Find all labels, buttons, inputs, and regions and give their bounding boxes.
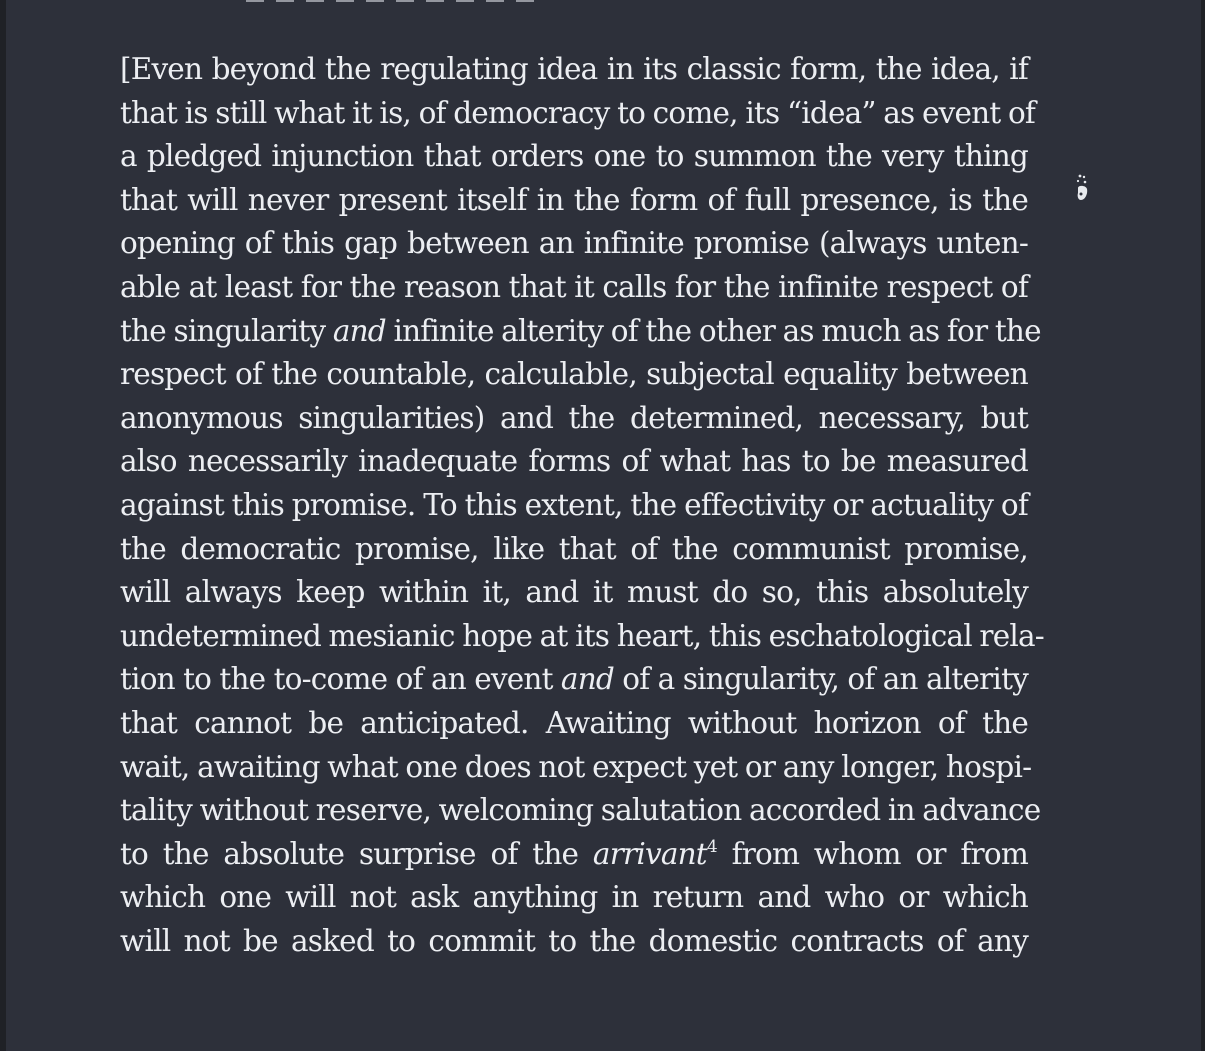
text-line: that is still what it is, of democracy to come, its “idea” as event of — [120, 95, 1036, 130]
italic-word: and — [560, 662, 614, 697]
text-line: that will never present itself in the form of full presence, is the — [120, 182, 1028, 217]
footnote-reference[interactable]: 4 — [706, 836, 717, 857]
margin-annotation-icon — [1072, 172, 1092, 206]
text-line: which one will not ask anything in return and who or which — [120, 880, 1028, 915]
text-line: opening of this gap between an infinite promise (always unten- — [120, 226, 1028, 261]
text-segment: of a singularity, of an alterity — [614, 662, 1028, 697]
text-line: [Even beyond the regulating idea in its classic form, the idea, if — [120, 52, 1028, 86]
text-line: will always keep within it, and it must do so, this absolutely — [120, 575, 1028, 610]
text-segment: tion to the to-come of an event — [120, 662, 561, 697]
text-line: wait, awaiting what one does not expect yet or any longer, hospi- — [120, 749, 1032, 784]
text-segment: infinite alterity of the other as much as for the — [385, 313, 1041, 348]
text-line: also necessarily inadequate forms of what has to be measured — [120, 444, 1028, 479]
text-line: respect of the countable, calculable, subjectal equality between — [120, 357, 1028, 392]
paragraph — [120, 48, 1044, 963]
text-line: anonymous singularities) and the determined, necessary, but — [120, 400, 1028, 435]
text-segment: the singularity — [120, 313, 333, 348]
text-line: undetermined mesianic hope at its heart, this eschatological rela- — [120, 618, 1044, 653]
text-line: that cannot be anticipated. Awaiting without horizon of the — [120, 705, 1028, 740]
text-line: tality without reserve, welcoming salutation accorded in advance — [120, 793, 1041, 828]
text-line — [120, 310, 1041, 354]
cut-off-previous-line — [246, 0, 546, 4]
text-segment: from whom or from — [716, 836, 1028, 871]
text-line: against this promise. To this extent, the effectivity or actuality of — [120, 487, 1028, 522]
text-segment: to the absolute surprise of the — [120, 836, 593, 871]
text-line: able at least for the reason that it calls for the infinite respect of — [120, 269, 1028, 304]
text-line: will not be asked to commit to the domestic contracts of any — [120, 923, 1028, 958]
text-line: a pledged injunction that orders one to summon the very thing — [120, 139, 1028, 174]
text-line: the democratic promise, like that of the communist promise, — [120, 531, 1028, 566]
document-page — [6, 0, 1201, 1051]
text-line — [120, 833, 1028, 877]
italic-word: and — [332, 313, 386, 348]
italic-word: arrivant — [592, 836, 707, 871]
text-line — [120, 658, 1028, 702]
